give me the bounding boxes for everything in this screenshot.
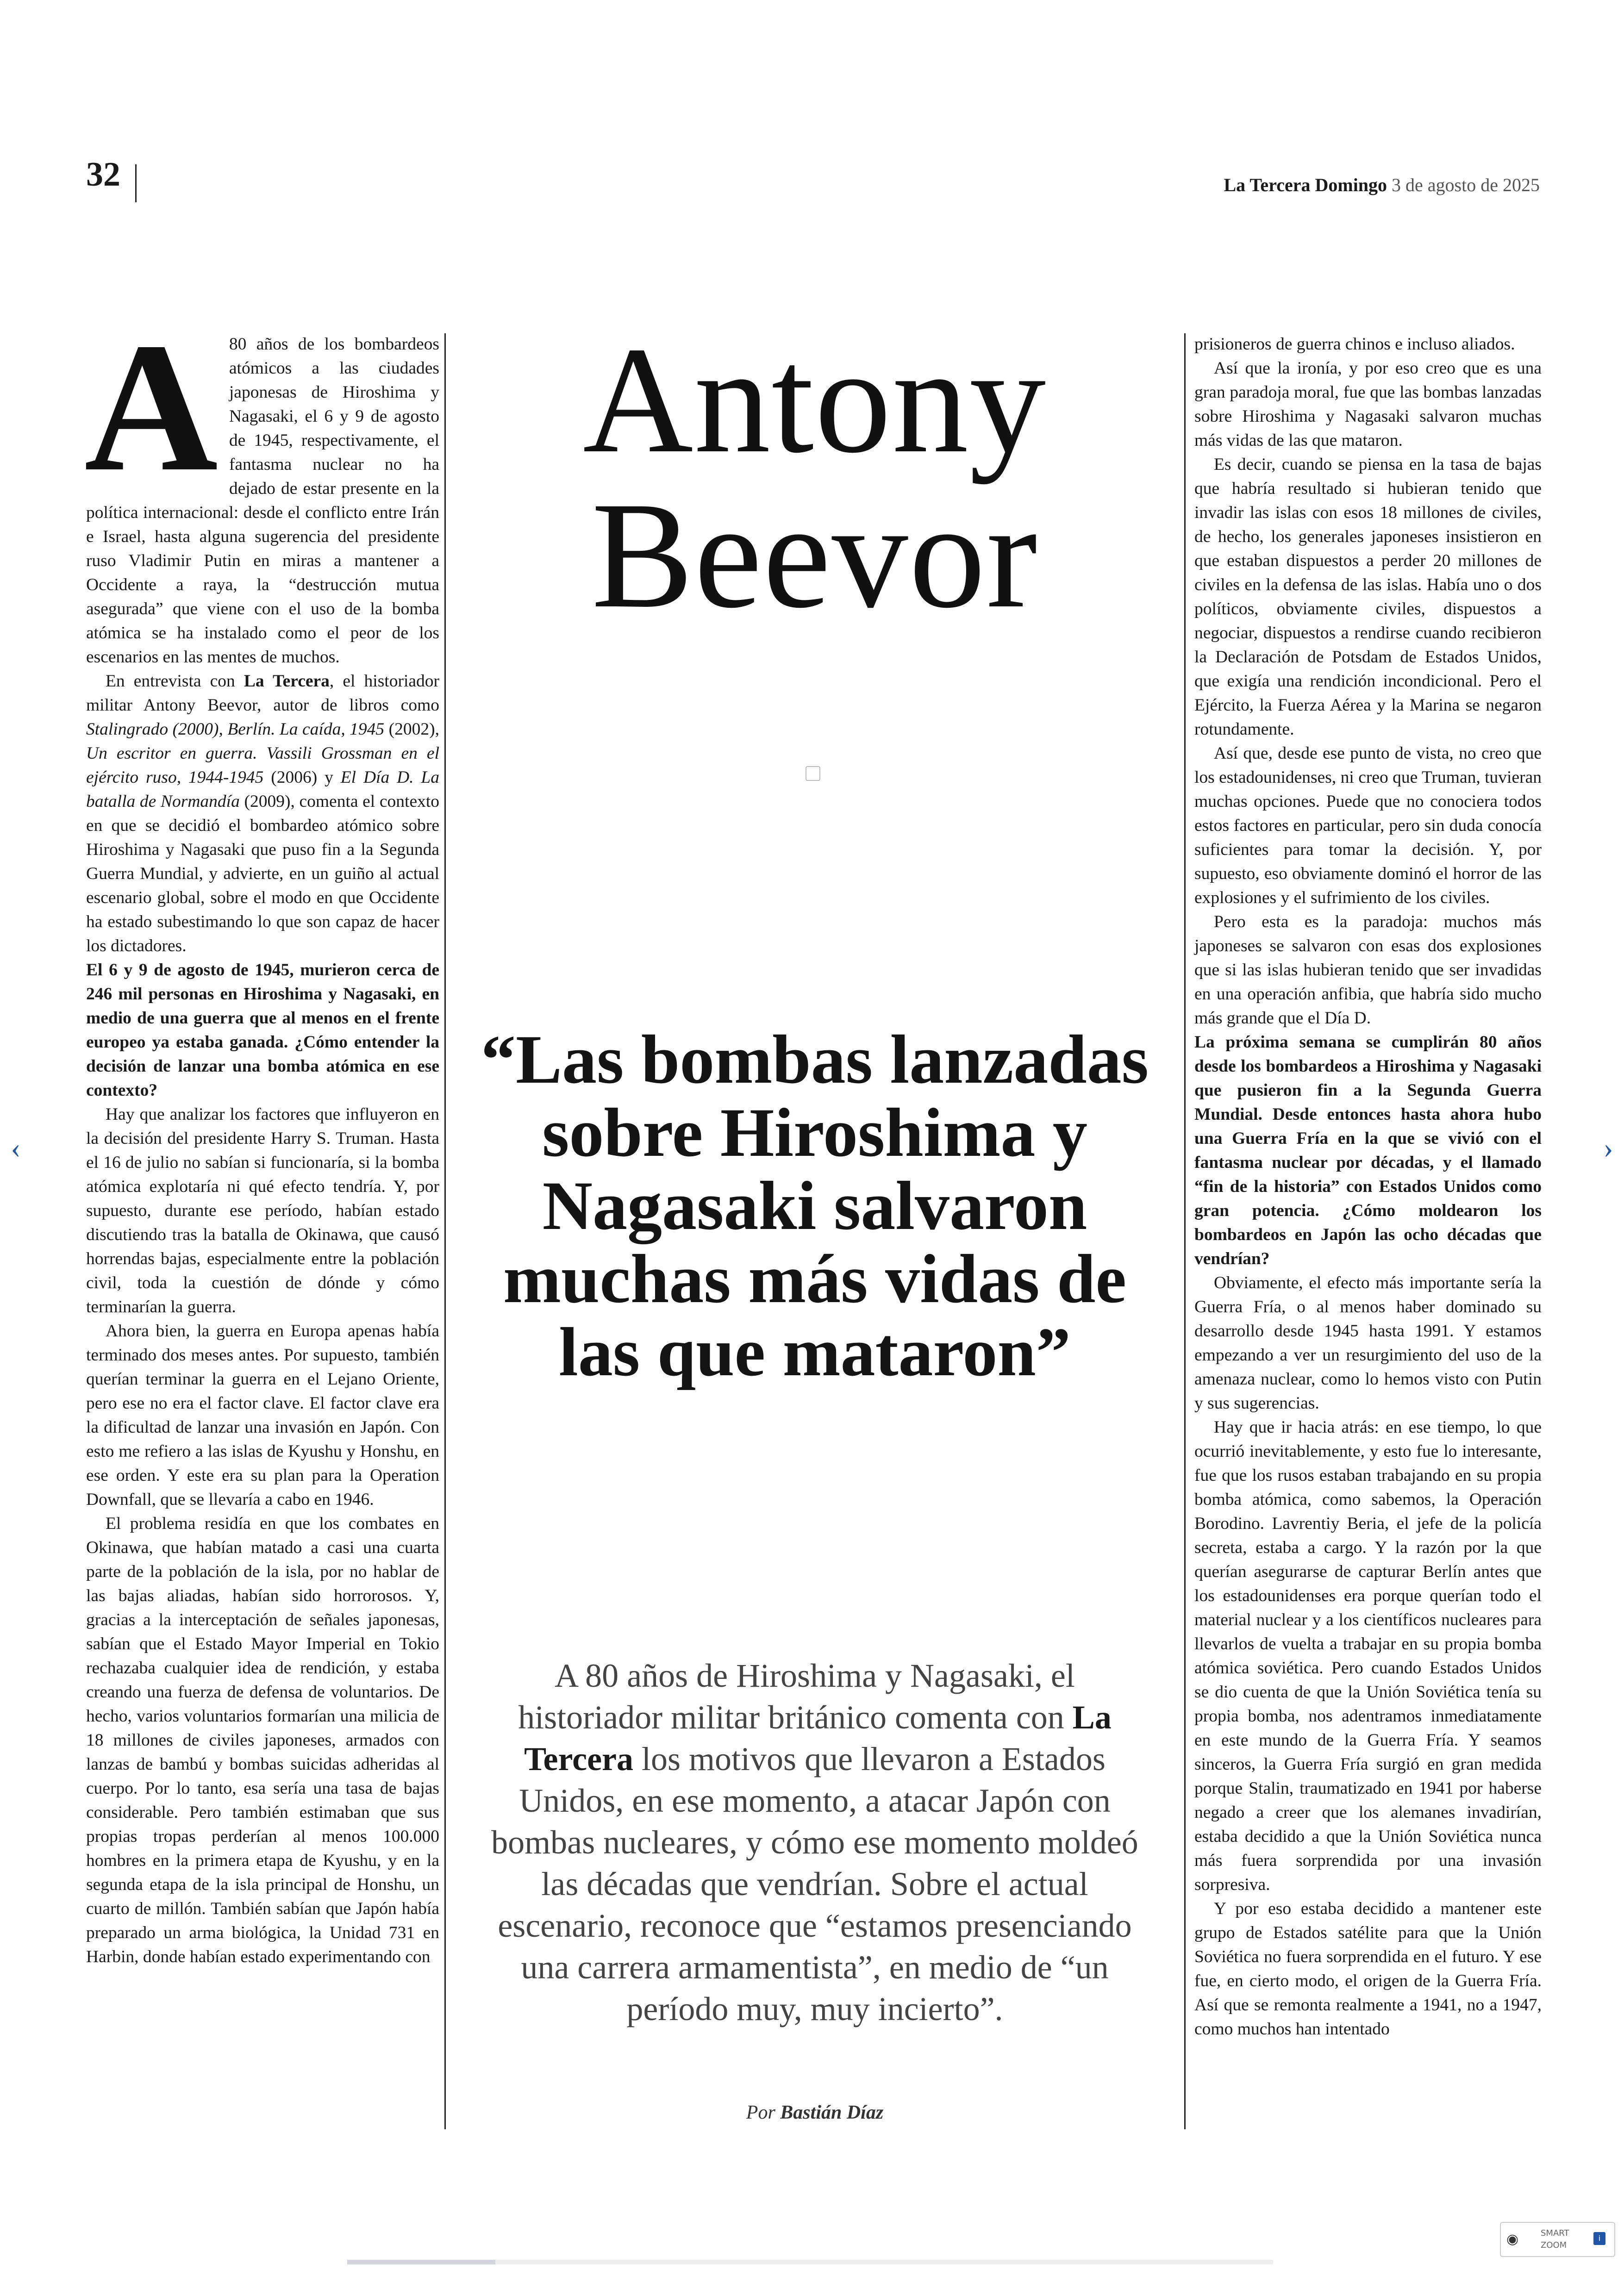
body-paragraph: Y por eso estaba decidido a mantener este grupo de Estados satélite para que la Unión Soviética no fuera sorprendida en el futuro. Y ese fue, en cierto modo, el origen de la Guerra Fría. Así que se remonta realmente a 1941, no a 1947, como muchos han intentado bbox=[1194, 1899, 1542, 2039]
page-progress-fill bbox=[347, 2260, 495, 2264]
column-divider bbox=[1184, 333, 1186, 2129]
body-paragraph: Es decir, cuando se piensa en la tasa de bajas que habría resultado si hubieran tenido que invadir las islas con esos 18 millones de civiles, de hecho, los generales japoneses insistieron en que estaban dispuestos a perder 20 millones de civiles en la defensa de las islas. Había uno o dos políticos, obviamente civiles, dispuestos a negociar, dispuestos a rendirse cuando recibieron la Declaración de Potsdam de Estados Unidos, que exigía una rendición incondicional. Pero el Ejército, la Fuerza Aérea y la Marina se negaron rotundamente. bbox=[1194, 455, 1542, 739]
pull-quote-headline: “Las bombas lanzadas sobre Hiroshima y Nagasaki salvaron muchas más vidas de las que mataron” bbox=[481, 1021, 1149, 1391]
column-divider bbox=[444, 333, 446, 2129]
body-paragraph: El problema residía en que los combates en Okinawa, que habían matado a casi una cuarta parte de la población de la isla, por no hablar de las bajas aliadas, habían sido horrorosos. Y, gracias a la interceptación de señales japonesas, sabían que el Estado Mayor Imperial en Tokio rechazaba cualquier idea de rendición, y estaba creando una fuerza de defensa de voluntarios. De hecho, varios voluntarios formarían una milicia de 18 millones de civiles japoneses, armados con lanzas de bambú y bombas suicidas adheridas al cuerpo. Por lo tanto, esa sería una tasa de bajas considerable. Pero también estimaban que sus propias tropas perderían al menos 100.000 hombres en la primera etapa de Kyushu, y en la segunda etapa de la isla principal de Honshu, un cuarto de millón. También sabían que Japón había preparado un arma biológica, la Unidad 731 en Harbin, donde habían estado experimentando con bbox=[86, 1514, 439, 1966]
image-placeholder-icon bbox=[806, 766, 820, 781]
header-divider bbox=[135, 164, 137, 202]
info-badge-icon: i bbox=[1593, 2232, 1605, 2245]
body-paragraph: Hay que ir hacia atrás: en ese tiempo, lo que ocurrió inevitablemente, y esto fue lo interesante, fue que los rusos estaban trabajando en su propia bomba atómica, como sabemos, la Operación Borodino. Lavrentiy Beria, el jefe de la policía secreta, estaba a cargo. Y la razón por la que querían asegurarse de capturar Berlín antes que los estadounidenses era porque querían todo el material nuclear y a los científicos nucleares para llevarlos de vuelta a trabajar en su propia bomba atómica soviética. Pero cuando Estados Unidos se dio cuenta de que la Unión Soviética tenía su propia bomba, nos adentramos inmediatamente en este mundo de la Guerra Fría. Y seamos sinceros, la Guerra Fría surgió en gran medida porque Stalin, traumatizado en 1941 por haberse negado a creer que los alemanes invadirían, estaba decidido a que la Unión Soviética nunca más fuera sorprendida por una invasión sorpresiva. bbox=[1194, 1418, 1542, 1894]
body-paragraph: Así que, desde ese punto de vista, no creo que los estadounidenses, ni creo que Truman, tuvieran muchas opciones. Puede que no conociera todos estos factores en particular, pero sin duda conocía suficientes para tomar la decisión. Y, por supuesto, eso obviamente dominó el horror de las explosiones y el sufrimiento de los civiles. bbox=[1194, 744, 1542, 907]
body-paragraph: Obviamente, el efecto más importante sería la Guerra Fría, o al menos haber dominado su desarrollo desde 1945 hasta 1991. Y estamos empezando a ver un resurgimiento del uso de la amenaza nuclear, como lo hemos visto con Putin y sus sugerencias. bbox=[1194, 1273, 1542, 1413]
deck-publication: La Tercera bbox=[524, 1699, 1112, 1777]
body-paragraph: En entrevista con La Tercera, el historiador militar Antony Beevor, autor de libros como Stalingrado (2000), Berlín. La caída, 1945 (2002), Un escritor en guerra. Vassili Grossman en el ejército ruso, 1944-1945 (2006) y El Día D. La batalla de Normandía (2009), comenta el contexto en que se decidió el bombardeo atómico sobre Hiroshima y Nagasaki que puso fin a la Segunda Guerra Mundial, y advierte, en un guiño al actual escenario global, sobre el modo en que Occidente ha estado subestimando lo que son capaz de hacer los dictadores. bbox=[86, 672, 440, 955]
body-paragraph: Ahora bien, la guerra en Europa apenas había terminado dos meses antes. Por supuesto, también querían terminar la guerra en el Lejano Oriente, pero ese no era el factor clave. El factor clave era la dificultad de lanzar una invasión en Japón. Con esto me refiero a las islas de Kyushu y Honshu, en ese orden. Y este era su plan para la Operation Downfall, que se llevaría a cabo en 1946. bbox=[86, 1322, 439, 1509]
page-number: 32 bbox=[86, 156, 120, 193]
smart-zoom-label: ZOOM bbox=[1541, 2240, 1567, 2250]
author-name: Bastián Díaz bbox=[780, 2102, 884, 2123]
next-page-button[interactable] bbox=[1594, 1125, 1622, 1171]
right-column bbox=[1194, 332, 1542, 2041]
publication-name: La Tercera Domingo bbox=[1224, 175, 1387, 195]
issue-date: 3 de agosto de 2025 bbox=[1392, 175, 1540, 195]
body-paragraph: prisioneros de guerra chinos e incluso aliados. bbox=[1194, 335, 1515, 354]
chevron-right-icon: › bbox=[1603, 1131, 1613, 1164]
intro-paragraph: A 80 años de los bombardeos atómicos a las ciudades japonesas de Hiroshima y Nagasaki, el 6 y 9 de agosto de 1945, respectivamente, el fantasma nuclear no ha dejado de estar presente en la política internacional: desde el conflicto entre Irán e Israel, hasta alguna sugerencia del presidente ruso Vladimir Putin en miras a mantener a Occidente a raya, la “destrucción mutua asegurada” que viene con el uso de la bomba atómica se ha instalado como el peor de los escenarios en las mentes de muchos. bbox=[84, 305, 439, 667]
byline: Por Bastián Díaz bbox=[746, 2102, 884, 2123]
prev-page-button[interactable] bbox=[2, 1125, 30, 1171]
chevron-left-icon: ‹ bbox=[11, 1131, 21, 1164]
body-paragraph: Pero esta es la paradoja: muchos más japoneses se salvaron con esas dos explosiones que si las islas hubieran tenido que ser invadidas en una operación anfibia, que habría sido mucho más grande que el Día D. bbox=[1194, 912, 1542, 1028]
drop-cap: A bbox=[84, 305, 218, 510]
left-column bbox=[84, 305, 440, 1969]
smart-zoom-label: SMART bbox=[1541, 2228, 1569, 2238]
headline-last-name: Beevor bbox=[591, 471, 1038, 640]
eye-icon: ◉ bbox=[1506, 2231, 1519, 2247]
interview-question: El 6 y 9 de agosto de 1945, murieron cerca de 246 mil personas en Hiroshima y Nagasaki, en medio de una guerra que al menos en el frente europeo ya estaba ganada. ¿Cómo entender la decisión de lanzar una bomba atómica en ese contexto? bbox=[86, 960, 439, 1100]
smart-zoom-button[interactable] bbox=[1500, 2222, 1615, 2257]
masthead bbox=[1224, 176, 1540, 194]
interview-question: La próxima semana se cumplirán 80 años desde los bombardeos a Hiroshima y Nagasaki que pusieron fin a la Segunda Guerra Mundial. Desde entonces hasta ahora hubo una Guerra Fría en la que se vivió con el fantasma nuclear por décadas, y el llamado “fin de la historia” con Estados Unidos como gran potencia. ¿Cómo moldearon los bombardeos en Japón las ocho décadas que vendrían? bbox=[1194, 1033, 1542, 1268]
article-deck: A 80 años de Hiroshima y Nagasaki, el historiador militar británico comenta con La Tercera los motivos que llevaron a Estados Unidos, en ese momento, a atacar Japón con bombas nucleares, y cómo ese momento moldeó las décadas que vendrían. Sobre el actual escenario, reconoce que “estamos presenciando una carrera armamentista”, en medio de “un período muy, muy incierto”. bbox=[491, 1657, 1138, 2027]
body-paragraph: Hay que analizar los factores que influyeron en la decisión del presidente Harry S. Truman. Hasta el 16 de julio no sabían si funcionaría, si la bomba atómica explotaría ni qué efecto tendría. Y, por supuesto, durante ese período, habían estado discutiendo tras la batalla de Okinawa, que causó horrendas bajas, especialmente entre la población civil, toda la cuestión de dónde y cómo terminarían la guerra. bbox=[86, 1105, 439, 1316]
body-paragraph: Así que la ironía, y por eso creo que es una gran paradoja moral, fue que las bombas lanzadas sobre Hiroshima y Nagasaki salvaron muchas más vidas de las que mataron. bbox=[1194, 359, 1542, 450]
headline-first-name: Antony bbox=[583, 316, 1047, 485]
